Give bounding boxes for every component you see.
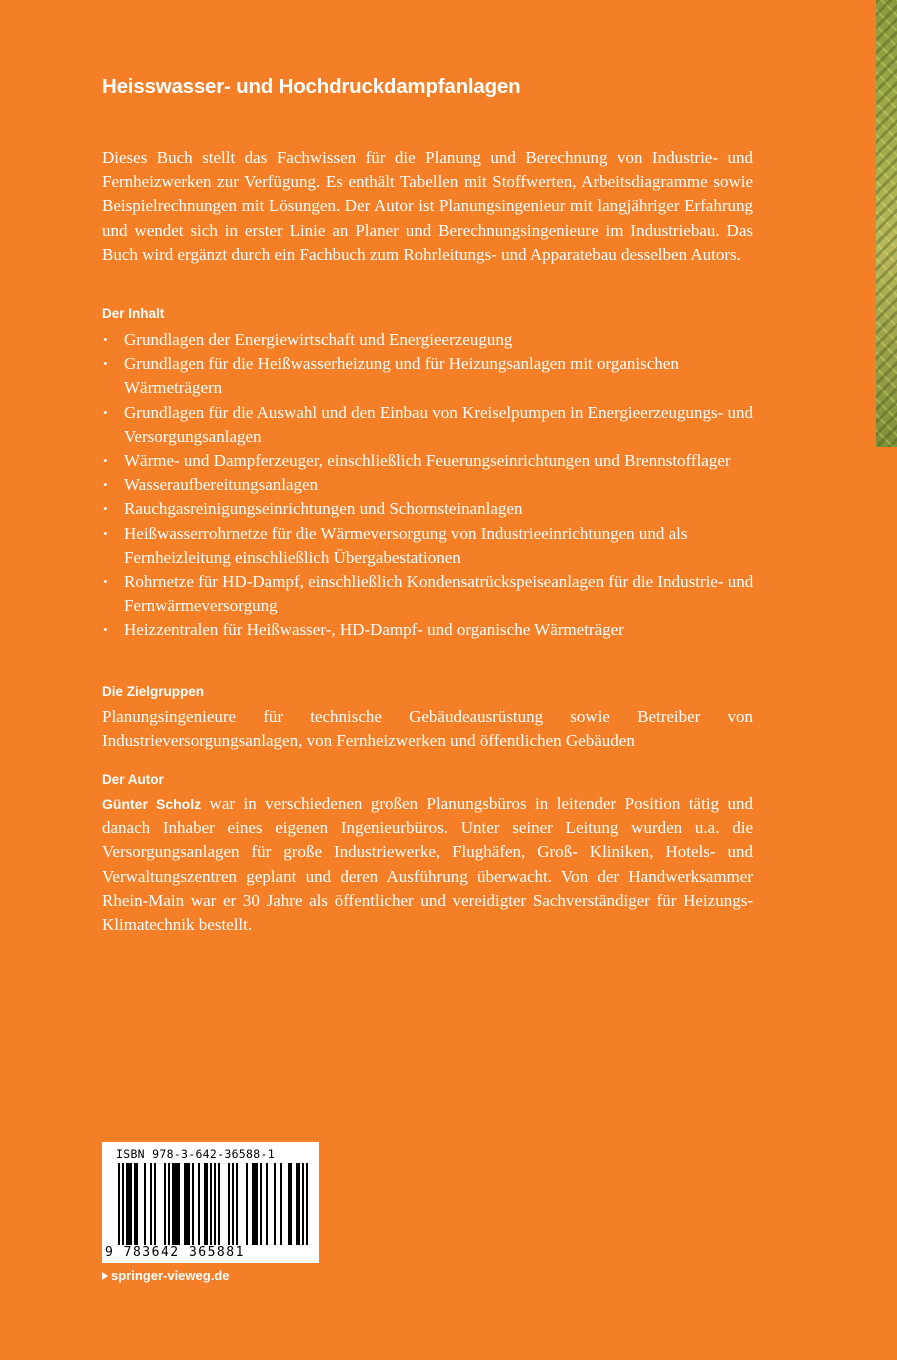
barcode-bar — [176, 1163, 178, 1245]
list-item — [102, 328, 762, 352]
list-item-text: Grundlagen für die Heißwasserheizung und für Heizungsanlagen mit organischen Wärmeträgern — [124, 354, 679, 398]
barcode-bar — [280, 1163, 282, 1245]
list-item-text: Heizzentralen für Heißwasser-, HD-Dampf- und organische Wärmeträger — [124, 620, 624, 640]
arrow-right-icon — [102, 1272, 108, 1280]
list-item — [102, 473, 762, 497]
barcode-bar — [206, 1163, 208, 1245]
barcode-bar — [188, 1163, 190, 1245]
barcode-bar — [168, 1163, 170, 1245]
barcode-bar — [150, 1163, 152, 1245]
barcode-bar — [256, 1163, 258, 1245]
barcode-bar — [144, 1163, 146, 1245]
barcode-bar — [260, 1163, 262, 1245]
list-item-text: Wärme- und Dampferzeuger, einschließlich Feuerungseinrichtungen und Brennstofflager — [124, 451, 731, 471]
bullet-icon: • — [103, 332, 108, 347]
barcode-guard-bar — [302, 1163, 304, 1253]
barcode-bar — [184, 1163, 186, 1245]
autor-paragraph — [102, 792, 753, 937]
list-item-text: Rohrnetze für HD-Dampf, einschließlich Kondensatrückspeiseanlagen für die Industrie- und Fernwärmeversorgung — [124, 572, 754, 616]
barcode-guard-bar — [118, 1163, 120, 1253]
cover-image-strip — [876, 0, 897, 447]
barcode-bar — [204, 1163, 206, 1245]
barcode-bar — [254, 1163, 256, 1245]
bullet-icon: • — [103, 477, 108, 493]
list-item — [102, 522, 762, 570]
bullet-icon: • — [103, 622, 108, 638]
barcode-bar — [128, 1163, 130, 1245]
isbn-label: ISBN 978-3-642-36588-1 — [116, 1147, 275, 1161]
bullet-icon: • — [103, 501, 108, 517]
barcode-bar — [246, 1163, 248, 1245]
autor-heading: Der Autor — [102, 772, 164, 787]
barcode-bar — [178, 1163, 180, 1245]
barcode-bar — [232, 1163, 234, 1245]
list-item — [102, 401, 762, 449]
barcode-bar — [298, 1163, 300, 1245]
list-item — [102, 497, 762, 521]
inhalt-heading: Der Inhalt — [102, 306, 165, 321]
barcode-bar — [126, 1163, 128, 1245]
website-link[interactable] — [102, 1266, 229, 1286]
barcode-bar — [164, 1163, 166, 1245]
isbn-barcode — [102, 1142, 319, 1263]
barcode-bar — [236, 1163, 238, 1245]
list-item-text: Grundlagen für die Auswahl und den Einbau von Kreiselpumpen in Energieerzeugungs- und Versorgungsanlagen — [124, 402, 753, 446]
list-item — [102, 449, 762, 473]
barcode-bar — [134, 1163, 136, 1245]
list-item — [102, 618, 762, 642]
barcode-bars — [118, 1163, 308, 1255]
barcode-guard-bar — [306, 1163, 308, 1253]
barcode-bar — [288, 1163, 290, 1245]
bullet-icon: • — [103, 574, 108, 590]
barcode-bar — [290, 1163, 292, 1245]
barcode-bar — [174, 1163, 176, 1245]
list-item-text: Grundlagen der Energiewirtschaft und Energieerzeugung — [124, 330, 513, 349]
barcode-bar — [266, 1163, 268, 1245]
zielgruppen-heading: Die Zielgruppen — [102, 684, 205, 699]
zielgruppen-text: Planungsingenieure für technische Gebäudeausrüstung sowie Betreiber von Industrieversorgungsanlagen, von Fernheizwerken und öffentlichen Gebäuden — [102, 707, 753, 751]
barcode-bar — [154, 1163, 156, 1245]
bullet-icon: • — [103, 453, 108, 469]
barcode-bar — [198, 1163, 200, 1245]
list-item — [102, 570, 762, 618]
barcode-bar — [252, 1163, 254, 1245]
barcode-bar — [186, 1163, 188, 1245]
author-name: Günter Scholz — [102, 796, 202, 812]
barcode-bar — [218, 1163, 220, 1245]
barcode-guard-bar — [122, 1163, 124, 1253]
barcode-bar — [130, 1163, 132, 1245]
barcode-bar — [274, 1163, 276, 1245]
list-item — [102, 352, 762, 400]
ean-digits: 9 783642 365881 — [105, 1245, 318, 1260]
website-text: springer-vieweg.de — [111, 1268, 230, 1283]
bullet-icon: • — [103, 356, 108, 372]
bullet-icon: • — [103, 525, 108, 541]
barcode-bar — [296, 1163, 298, 1245]
book-title: Heisswasser- und Hochdruckdampfanlagen — [102, 75, 521, 98]
autor-text: war in verschiedenen großen Planungsbüros in leitender Position tätig und danach Inhaber eines eigenen Ingenieurbüros. Unter seiner Leitung wurden u.a. die Versorgungsanlagen für große Industriewerke, Flughäfen, Groß- Kliniken, Hotels- und Verwaltungszentren geplant und deren Ausführung überwacht. Von der Handwerksammer Rhein-Main war er 30 Jahre als öffentlicher und vereidigter Sachverständiger für Heizungs-Klimatechnik bestellt. — [102, 794, 753, 935]
list-item-text: Wasseraufbereitungsanlagen — [124, 475, 319, 495]
barcode-bar — [192, 1163, 194, 1245]
list-item-text: Rauchgasreinigungseinrichtungen und Schornsteinanlagen — [124, 499, 523, 519]
inhalt-list — [102, 328, 762, 643]
barcode-bar — [136, 1163, 138, 1245]
barcode-bar — [228, 1163, 230, 1245]
barcode-guard-bar — [210, 1163, 212, 1253]
barcode-guard-bar — [214, 1163, 216, 1253]
bullet-icon: • — [103, 404, 108, 420]
intro-paragraph: Dieses Buch stellt das Fachwissen für die Planung und Berechnung von Industrie- und Fernheizwerken zur Verfügung. Es enthält Tabellen mit Stoffwerten, Arbeitsdiagramme sowie Beispielrechnungen mit Lösungen. Der Autor ist Planungsingenieur mit langjähriger Erfahrung und wendet sich in erster Linie an Planer und Berechnungsingenieure im Industriebau. Das Buch wird ergänzt durch ein Fachbuch zum Rohrleitungs- und Apparatebau desselben Autors. — [102, 148, 753, 264]
list-item-text: Heißwasserrohrnetze für die Wärmeversorgung von Industrieeinrichtungen und als Fernheizleitung einschließlich Übergabestationen — [124, 523, 688, 567]
barcode-bar — [172, 1163, 174, 1245]
